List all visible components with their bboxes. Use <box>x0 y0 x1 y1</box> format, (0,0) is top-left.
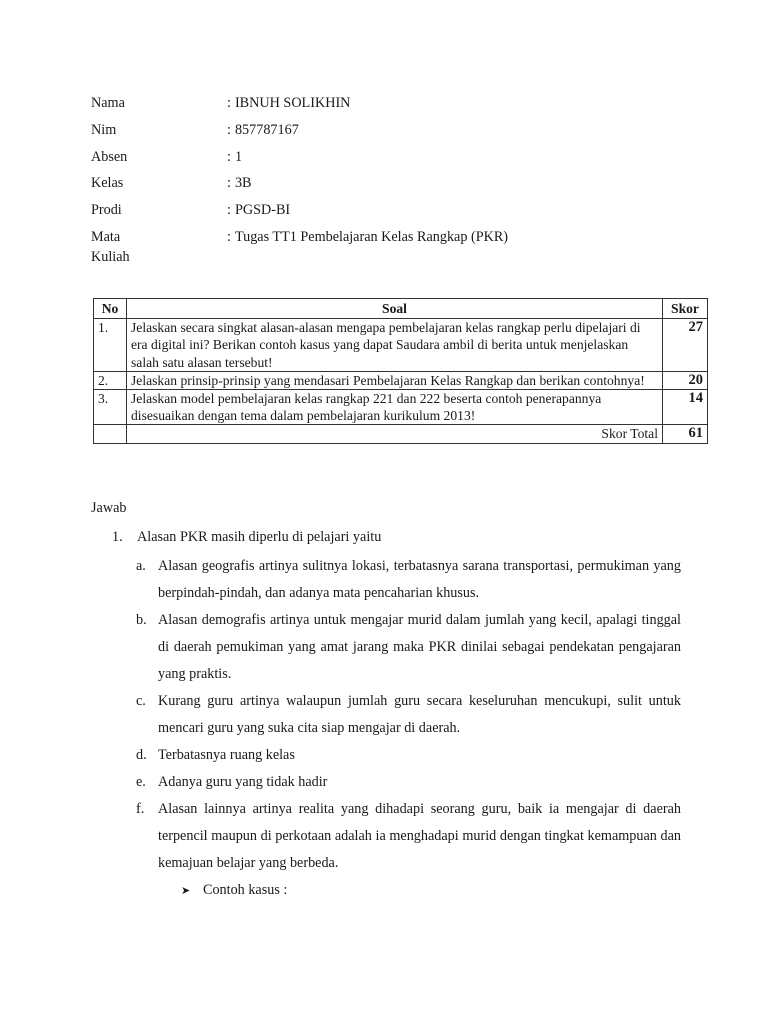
identity-value: 3B <box>234 175 252 192</box>
table-row <box>94 371 708 389</box>
header-no: No <box>94 299 127 319</box>
table-header-row <box>94 299 708 319</box>
row-score: 20 <box>663 371 708 389</box>
list-item-text: Alasan demografis artinya untuk mengajar murid dalam jumlah yang kecil, apalagi tinggal di daerah pemukiman yang amat jarang maka PKR dinilai sebagai pendekatan pengajaran yang praktis. <box>158 612 681 682</box>
answer-block <box>91 527 681 904</box>
contoh-kasus-label: Contoh kasus : <box>203 882 288 898</box>
table-row <box>94 319 708 372</box>
list-item-text: Alasan lainnya artinya realita yang dihadapi seorang guru, baik ia mengajar di daerah terpencil maupun di perkotaan adalah ia menghadapi murid dengan tingkat kemampuan dan kemajuan belajar yang berbeda. <box>158 801 681 871</box>
row-question: Jelaskan model pembelajaran kelas rangkap 221 dan 222 beserta contoh penerapannya disesuaikan dengan tema dalam pembelajaran kurikulum 2013! <box>127 390 663 425</box>
header-soal: Soal <box>127 299 663 319</box>
answer-number: 1. <box>112 529 123 545</box>
list-marker: d. <box>136 747 147 763</box>
answer-intro <box>91 527 681 547</box>
header-skor: Skor <box>663 299 708 319</box>
answer-heading: Jawab <box>91 500 127 516</box>
table-total-row <box>94 425 708 443</box>
row-number: 2. <box>94 371 127 389</box>
list-item-text: Terbatasnya ruang kelas <box>158 747 295 763</box>
list-item <box>91 688 681 742</box>
contoh-kasus <box>91 877 681 904</box>
identity-value: IBNUH SOLIKHIN <box>234 95 351 111</box>
identity-value: Tugas TT1 Pembelajaran Kelas Rangkap (PKR) <box>234 228 509 245</box>
list-item <box>91 796 681 877</box>
list-item-text: Adanya guru yang tidak hadir <box>158 774 328 790</box>
reason-list <box>91 553 681 877</box>
identity-label: Nama <box>91 95 125 111</box>
list-marker: c. <box>136 693 146 709</box>
identity-label: Nim <box>91 121 117 138</box>
question-table <box>93 298 708 444</box>
total-empty-cell <box>94 425 127 443</box>
list-item <box>91 607 681 688</box>
identity-label: Mata Kuliah <box>91 228 130 265</box>
row-score: 14 <box>663 390 708 425</box>
identity-value: 1 <box>234 148 243 165</box>
list-item-text: Alasan geografis artinya sulitnya lokasi, terbatasnya sarana transportasi, permukiman yang berpindah-pindah, dan adanya mata pencaharian khusus. <box>158 558 681 601</box>
row-number: 1. <box>94 319 127 372</box>
list-item <box>91 553 681 607</box>
row-question: Jelaskan secara singkat alasan-alasan mengapa pembelajaran kelas rangkap perlu dipelajari di era digital ini? Berikan contoh kasus yang dapat Saudara ambil di berita untuk menjelaskan salah satu alasan tersebut! <box>127 319 663 372</box>
arrow-bullet-icon: ➤ <box>181 884 191 897</box>
total-label: Skor Total <box>127 425 663 443</box>
total-score: 61 <box>663 425 708 443</box>
row-number: 3. <box>94 390 127 425</box>
identity-value: PGSD-BI <box>234 202 291 219</box>
row-score: 27 <box>663 319 708 372</box>
list-marker: f. <box>136 801 145 817</box>
list-marker: a. <box>136 558 146 574</box>
identity-label: Absen <box>91 148 128 165</box>
list-item <box>91 742 681 769</box>
answer-intro-text: Alasan PKR masih diperlu di pelajari yaitu <box>137 529 382 545</box>
identity-label: Kelas <box>91 175 124 192</box>
identity-label: Prodi <box>91 202 122 219</box>
list-marker: b. <box>136 612 147 628</box>
list-item-text: Kurang guru artinya walaupun jumlah guru secara keseluruhan mencukupi, sulit untuk mencari guru yang suka cita siap mengajar di daerah. <box>158 693 681 736</box>
table-row <box>94 390 708 425</box>
list-item <box>91 769 681 796</box>
identity-value: 857787167 <box>234 121 299 138</box>
document-page: Nama : IBNUH SOLIKHIN Nim : 857787167 Absen : 1 Kelas : 3B Prodi : PGSD-BI Mata Kuliah : Tugas TT1 Pembelajaran Kelas Rangkap (PKR) No Soal Skor 1. Jelaskan secara singkat alasan-alasan mengapa pembelajaran kelas rangkap perlu dipelajari di era digital ini? Berikan contoh kasus yang dapat Saudara ambil di berita untuk menjelaskan salah satu alasan tersebut! 27 2. Jelaskan prinsip-prinsip yang mendasari Pembelajaran Kelas Rangkap dan berikan contohnya! 20 3. Jelaskan model pembelajaran kelas rangkap 221 dan 222 beserta contoh penerapannya disesuaikan dengan tema dalam pembelajaran kurikulum 2013! 14 Skor Total 61 Jawab 1. Alasan PKR masih diperlu di pelajari yaitu a. Alasan geografis artinya sulitnya lokasi, terbatasnya sarana transportasi, permukiman yang berpindah-pindah, dan adanya mata pencaharian khusus. b. Alasan demografis artinya untuk mengajar murid dalam jumlah yang kecil, apalagi tinggal di daerah pemukiman yang amat jarang maka PKR dinilai sebagai pendekatan pengajaran yang praktis. c. Kurang guru artinya walaupun jumlah guru secara keseluruhan mencukupi, sulit untuk mencari guru yang suka cita siap mengajar di daerah. d. Terbatasnya ruang kelas e. Adanya guru yang tidak hadir f. Alasan lainnya artinya realita yang dihadapi seorang guru, baik ia mengajar di daerah terpencil maupun di perkotaan adalah ia menghadapi murid dengan tingkat kemampuan dan kemajuan belajar yang berbeda. ➤ Contoh kasus : <box>0 0 768 1024</box>
list-marker: e. <box>136 774 146 790</box>
row-question: Jelaskan prinsip-prinsip yang mendasari Pembelajaran Kelas Rangkap dan berikan contohnya! <box>127 371 663 389</box>
